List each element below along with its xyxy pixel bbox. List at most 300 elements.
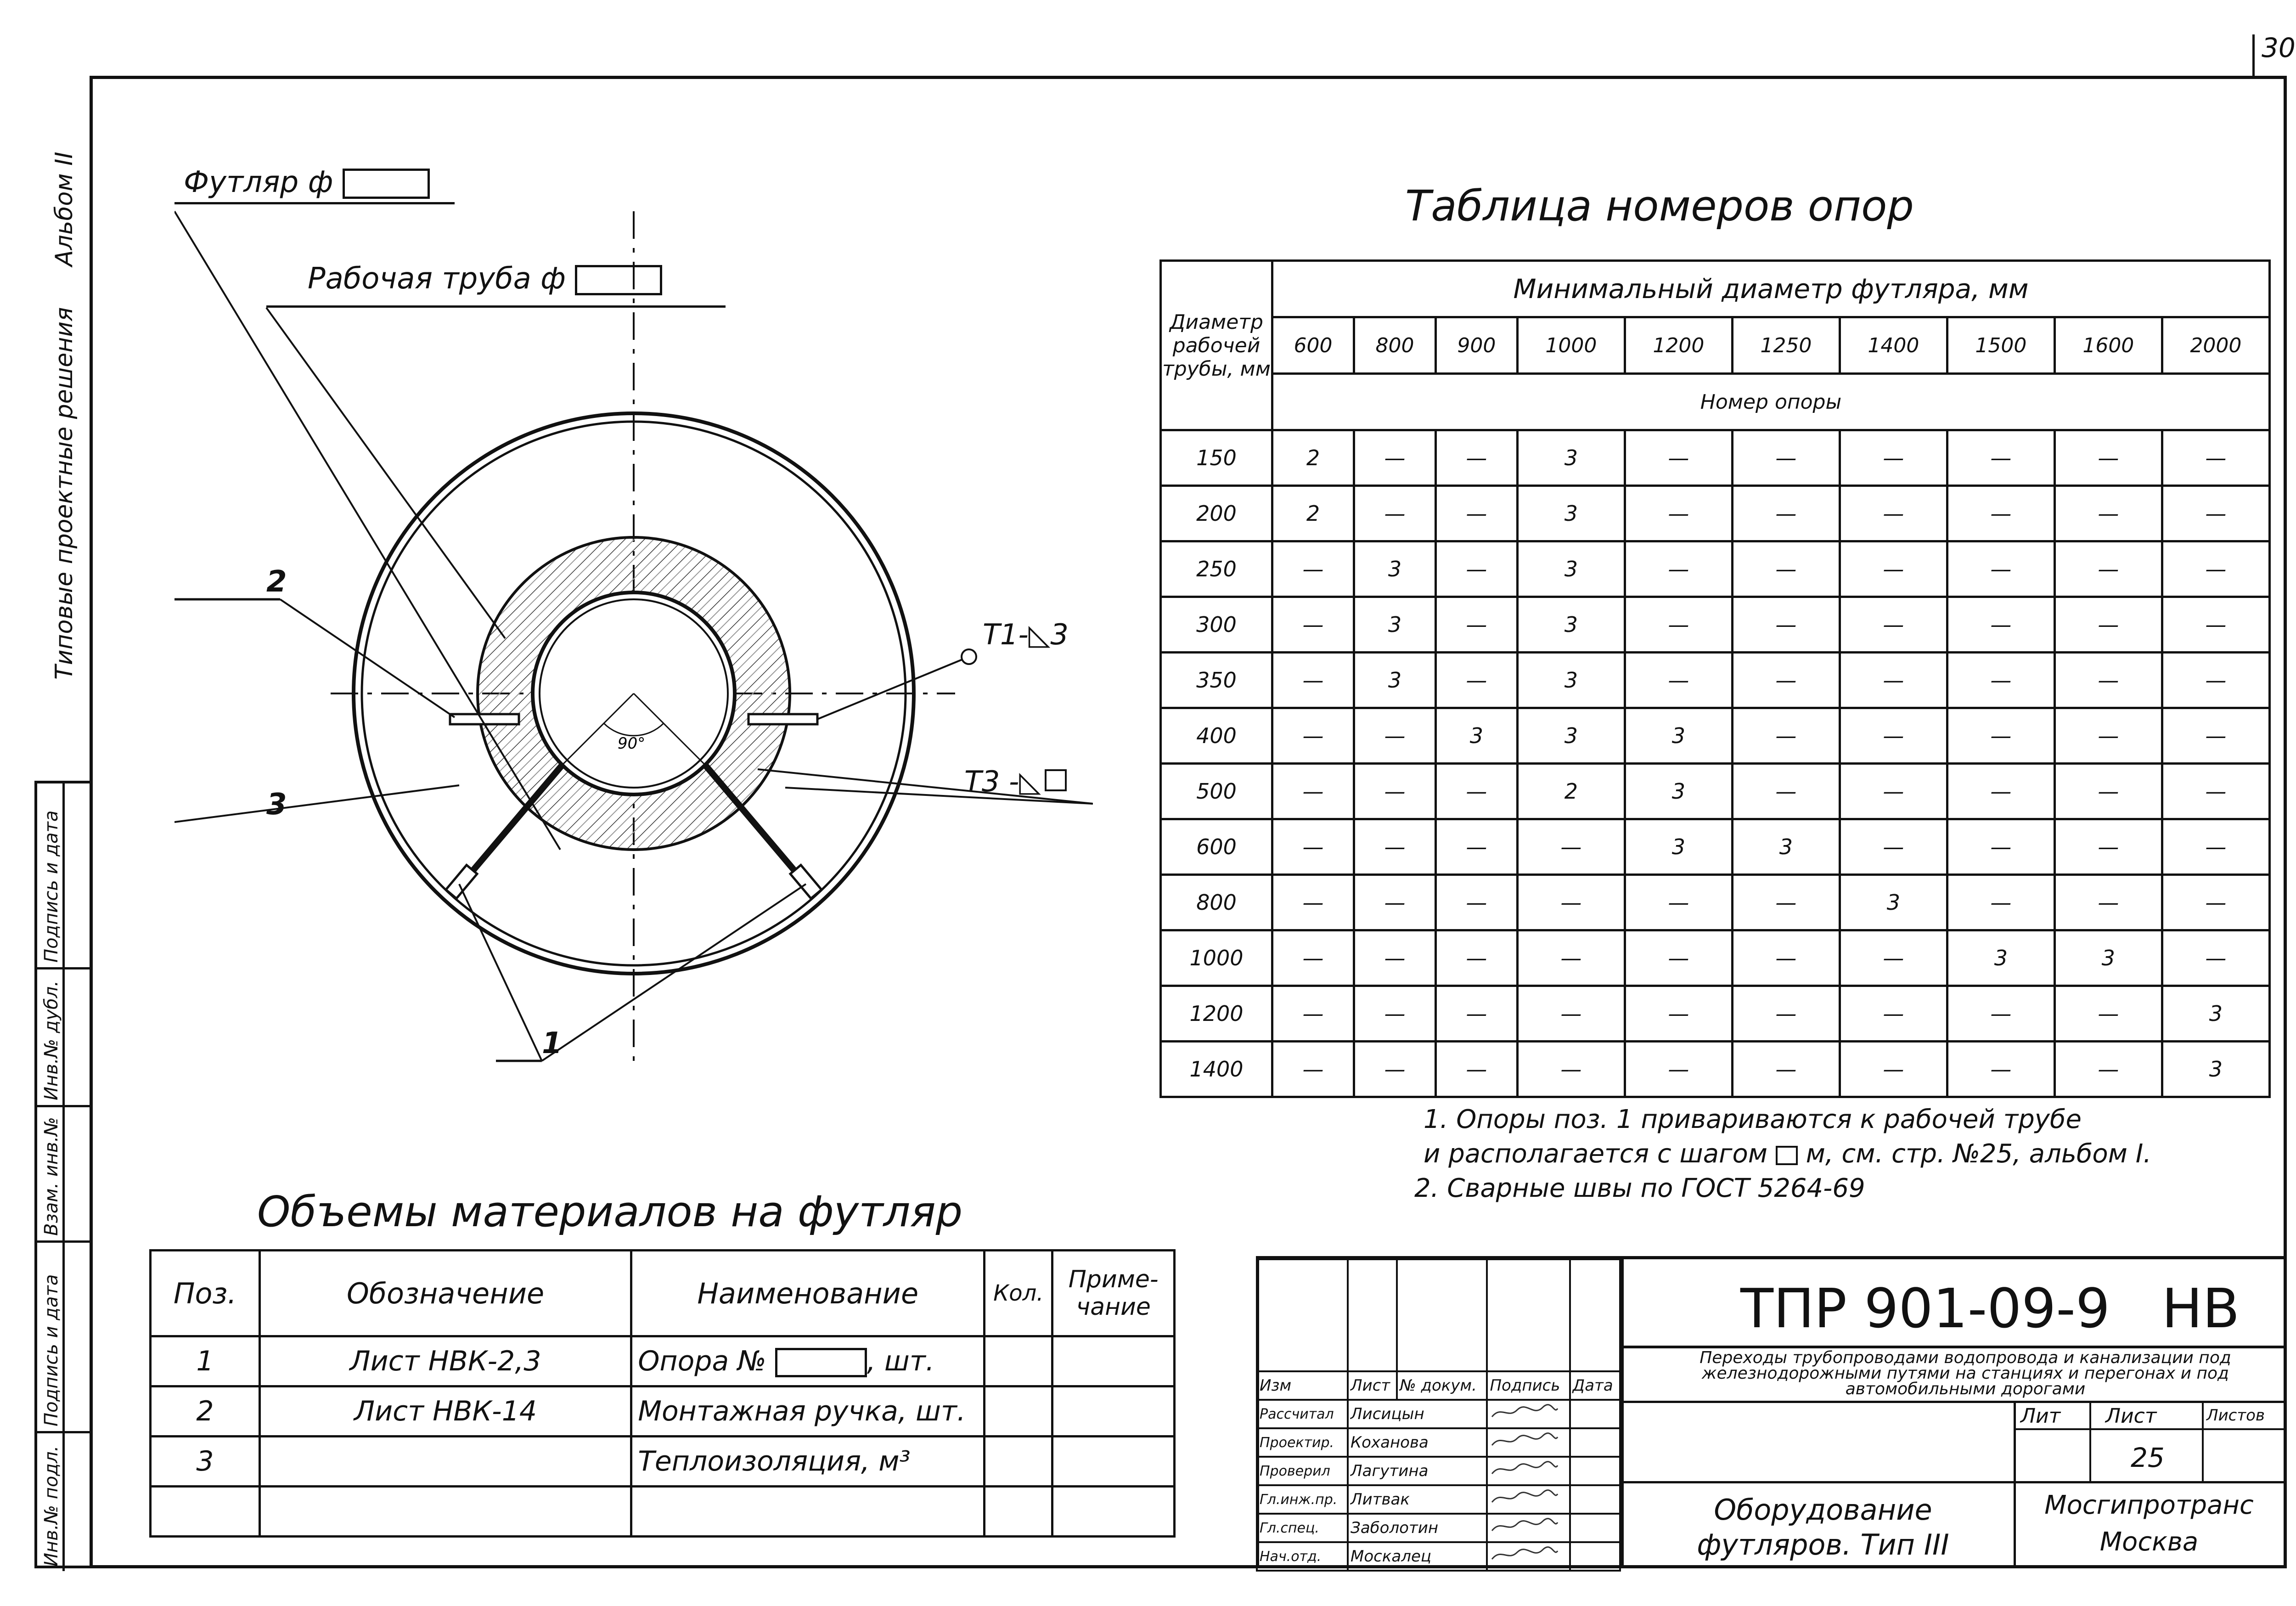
stamp-hdr: Изм [1257, 1371, 1348, 1400]
support-foot-left [446, 865, 477, 899]
support-row [1161, 875, 2270, 930]
pipe-diameter-box [575, 265, 662, 295]
support-number-cell: — [1625, 930, 1732, 986]
support-row [1161, 430, 2270, 486]
mat-qty [985, 1437, 1052, 1487]
stamp-hdr: № докум. [1397, 1371, 1487, 1400]
mat-empty [631, 1487, 985, 1537]
support-number-cell: — [1517, 986, 1625, 1042]
support-number-cell: — [1840, 764, 1947, 819]
support-no-box [775, 1348, 867, 1377]
weld-t3-label: Т3 -◺ [964, 765, 1067, 798]
strip-cell-label: Инв.№ подл. [41, 1445, 62, 1567]
pipe-diameter-cell: 250 [1161, 541, 1272, 597]
support-number-cell: — [1732, 986, 1840, 1042]
support-number-cell: — [1947, 1042, 2054, 1097]
support-number-cell: — [1840, 819, 1947, 875]
case-diameter-cell: 1500 [1947, 317, 2054, 374]
stamp-role: Проектир. [1257, 1428, 1348, 1457]
support-number-cell: — [1354, 986, 1435, 1042]
support-table-title: Таблица номеров опор [1405, 181, 1914, 231]
support-number-cell: 3 [2162, 986, 2269, 1042]
support-number-cell: — [1625, 541, 1732, 597]
support-row [1161, 1042, 2270, 1097]
support-number-cell: — [1272, 708, 1354, 764]
page-number: 30 [2262, 32, 2296, 63]
stamp-sign-table [1256, 1258, 1621, 1572]
pipe-diameter-cell: 300 [1161, 597, 1272, 653]
callout-3: 3 [266, 788, 287, 822]
stamp-date [1570, 1542, 1620, 1571]
mat-note [1052, 1437, 1175, 1487]
note-2: 2. Сварные швы по ГОСТ 5264-69 [1414, 1173, 1865, 1203]
mat-pos: 1 [151, 1336, 260, 1386]
support-number-cell: — [2162, 708, 2269, 764]
support-number-cell: 3 [1517, 486, 1625, 541]
mat-qty [985, 1386, 1052, 1437]
stamp-header-row [1257, 1371, 1620, 1400]
materials-table [149, 1249, 1176, 1538]
stamp-person: Коханова [1348, 1428, 1487, 1457]
support-number-cell: 3 [1840, 875, 1947, 930]
stamp-date [1570, 1457, 1620, 1485]
strip-line [37, 1105, 92, 1107]
pipe-diameter-cell: 350 [1161, 653, 1272, 708]
support-number-cell: — [1435, 930, 1517, 986]
support-number-cell: — [1272, 653, 1354, 708]
mat-empty [1052, 1487, 1175, 1537]
support-number-cell: — [1947, 764, 2054, 819]
support-number-cell: — [2054, 430, 2162, 486]
support-number-cell: — [1435, 819, 1517, 875]
stamp-role-row [1257, 1457, 1620, 1485]
support-number-cell: — [1947, 541, 2054, 597]
album-side-label: Альбом II [51, 152, 78, 266]
signature-scribble [1490, 1431, 1559, 1450]
stamp-vline [2014, 1401, 2016, 1568]
support-number-cell: — [1625, 1042, 1732, 1097]
support-number-cell: — [1354, 430, 1435, 486]
support-number-cell: — [2162, 653, 2269, 708]
support-number-cell: — [1354, 1042, 1435, 1097]
leader-1 [459, 884, 542, 1061]
support-number-cell: — [2054, 486, 2162, 541]
support-number-cell: — [1354, 764, 1435, 819]
support-number-cell: — [1272, 597, 1354, 653]
pipe-diameter-cell: 200 [1161, 486, 1272, 541]
support-number-cell: — [1732, 597, 1840, 653]
sheet-number: 25 [2131, 1442, 2165, 1473]
support-number-cell: 3 [1354, 541, 1435, 597]
support-number-cell: — [1517, 930, 1625, 986]
signature-scribble [1490, 1460, 1559, 1478]
support-number-cell: — [2054, 653, 2162, 708]
stamp-role-row [1257, 1514, 1620, 1542]
support-number-cell: — [1272, 875, 1354, 930]
support-number-cell: — [2162, 764, 2269, 819]
weld-symbol-circle [962, 649, 976, 664]
case-label-underline [174, 202, 455, 204]
support-number-cell: — [1272, 819, 1354, 875]
mat-empty [259, 1487, 631, 1537]
support-row [1161, 653, 2270, 708]
mat-note [1052, 1336, 1175, 1386]
pipe-diameter-cell: 1000 [1161, 930, 1272, 986]
signature-scribble [1490, 1488, 1559, 1507]
mat-header-name: Наименование [631, 1251, 985, 1336]
mat-empty [151, 1487, 260, 1537]
leader-t1 [817, 659, 963, 719]
case-label: Футляр ф [184, 165, 430, 199]
support-number-cell: — [2162, 486, 2269, 541]
support-number-cell: — [1435, 875, 1517, 930]
support-number-cell: — [1435, 986, 1517, 1042]
case-diameter-cell: 1600 [2054, 317, 2162, 374]
support-number-cell: 3 [1947, 930, 2054, 986]
stamp-role-row [1257, 1542, 1620, 1571]
strip-line [37, 967, 92, 969]
support-number-cell: — [2054, 875, 2162, 930]
case-diameter-cell: 2000 [2162, 317, 2269, 374]
support-number-cell: — [1732, 764, 1840, 819]
support-number-cell: — [1732, 708, 1840, 764]
callout-2: 2 [266, 565, 287, 599]
case-diameter-cell: 1250 [1732, 317, 1840, 374]
leader-2 [280, 599, 455, 717]
strip-cell-label: Взам. инв.№ [41, 1117, 62, 1236]
sheet-label: Лист [2105, 1404, 2157, 1428]
support-number-cell: — [2054, 708, 2162, 764]
support-number-cell: — [1517, 875, 1625, 930]
mat-header-designation: Обозначение [259, 1251, 631, 1336]
support-number-cell: — [1732, 653, 1840, 708]
support-number-cell: 3 [1517, 430, 1625, 486]
stamp-signature [1487, 1514, 1570, 1542]
stamp-line [1621, 1401, 2287, 1403]
support-number-cell: — [1354, 486, 1435, 541]
stamp-date [1570, 1428, 1620, 1457]
support-number-cell: — [1435, 1042, 1517, 1097]
mat-row [151, 1437, 1175, 1487]
case-diameter-box [343, 169, 430, 199]
stamp-signature [1487, 1400, 1570, 1428]
leader-3 [174, 785, 459, 822]
stamp-signature [1487, 1428, 1570, 1457]
support-number-cell: — [1840, 986, 1947, 1042]
strip-line [37, 1240, 92, 1243]
support-number-cell: — [2162, 875, 2269, 930]
mat-row [151, 1487, 1175, 1537]
leader-1 [542, 884, 806, 1061]
mat-row [151, 1386, 1175, 1437]
support-number-cell: 3 [2162, 1042, 2269, 1097]
support-number-cell: — [2054, 541, 2162, 597]
case-diameter-cell: 1000 [1517, 317, 1625, 374]
support-number-cell: 3 [1732, 819, 1840, 875]
support-number-cell: — [1840, 1042, 1947, 1097]
stamp-empty [1397, 1259, 1487, 1371]
pipe-diameter-cell: 500 [1161, 764, 1272, 819]
support-number-cell: — [1272, 541, 1354, 597]
support-number-cell: — [1625, 875, 1732, 930]
pipe-diameter-cell: 400 [1161, 708, 1272, 764]
support-number-cell: — [1947, 430, 2054, 486]
stamp-role: Гл.спец. [1257, 1514, 1348, 1542]
mat-pos: 3 [151, 1437, 260, 1487]
support-number-cell: — [2054, 986, 2162, 1042]
stamp-signature [1487, 1542, 1570, 1571]
support-number-cell: — [2054, 1042, 2162, 1097]
support-number-cell: — [1272, 930, 1354, 986]
support-row [1161, 597, 2270, 653]
support-number-cell: 3 [1517, 653, 1625, 708]
sub-header: Номер опоры [1272, 374, 2270, 430]
stamp-empty [1570, 1259, 1620, 1371]
signature-scribble [1490, 1517, 1559, 1535]
support-row [1161, 486, 2270, 541]
mat-name: Опора № , шт. [631, 1336, 985, 1386]
support-row [1161, 764, 2270, 819]
support-row [1161, 930, 2270, 986]
support-foot-right [790, 865, 822, 899]
stamp-role-row [1257, 1428, 1620, 1457]
support-number-cell: — [1435, 764, 1517, 819]
stamp-date [1570, 1485, 1620, 1514]
stamp-signature [1487, 1457, 1570, 1485]
stamp-hdr: Дата [1570, 1371, 1620, 1400]
case-diameter-cell: 1400 [1840, 317, 1947, 374]
stamp-date [1570, 1400, 1620, 1428]
mat-header-note: Приме-чание [1052, 1251, 1175, 1336]
stamp-empty [1348, 1259, 1397, 1371]
support-number-cell: 3 [1517, 541, 1625, 597]
support-number-cell: — [1840, 930, 1947, 986]
mat-designation: Лист НВК-14 [259, 1386, 631, 1437]
stamp-roles [1257, 1400, 1620, 1571]
support-number-cell: — [2054, 597, 2162, 653]
support-number-cell: — [1732, 430, 1840, 486]
support-number-cell: — [1625, 653, 1732, 708]
support-number-cell: 3 [1354, 597, 1435, 653]
support-number-cell: — [1435, 653, 1517, 708]
mat-name: Теплоизоляция, м³ [631, 1437, 985, 1487]
support-number-cell: 3 [1517, 597, 1625, 653]
signature-scribble [1490, 1545, 1559, 1564]
case-diameter-cell: 800 [1354, 317, 1435, 374]
support-number-cell: — [1435, 486, 1517, 541]
support-number-cell: — [1732, 930, 1840, 986]
case-diameter-row [1161, 317, 2270, 374]
stamp-role: Гл.инж.пр. [1257, 1485, 1348, 1514]
mat-designation: Лист НВК-2,3 [259, 1336, 631, 1386]
stamp-person: Литвак [1348, 1485, 1487, 1514]
stamp-person: Лисицын [1348, 1400, 1487, 1428]
support-rows [1161, 430, 2270, 1097]
stamp-empty [1257, 1259, 1348, 1371]
support-number-cell: 3 [1625, 708, 1732, 764]
weld-t1-label: Т1-◺3 [983, 618, 1069, 651]
pipe-label: Рабочая труба ф [308, 262, 662, 296]
series-side-label: Типовые проектные решения [51, 307, 78, 680]
case-diameter-cell: 600 [1272, 317, 1354, 374]
support-number-cell: 3 [1625, 764, 1732, 819]
strip-divider [62, 783, 65, 1571]
case-diameter-cell: 900 [1435, 317, 1517, 374]
stamp-line [2014, 1428, 2287, 1430]
note-1b: и располагается с шагом м, см. стр. №25, альбом I. [1424, 1139, 2152, 1169]
support-number-cell: 2 [1272, 486, 1354, 541]
support-number-cell: — [1840, 708, 1947, 764]
pipe-diameter-cell: 1200 [1161, 986, 1272, 1042]
stamp-person: Заболотин [1348, 1514, 1487, 1542]
mat-name: Монтажная ручка, шт. [631, 1386, 985, 1437]
support-number-cell: — [2162, 597, 2269, 653]
handle-right [748, 714, 817, 724]
support-number-cell: — [1435, 597, 1517, 653]
stamp-date [1570, 1514, 1620, 1542]
support-number-cell: — [1947, 653, 2054, 708]
stamp-hdr: Лист [1348, 1371, 1397, 1400]
stamp-empty [1487, 1259, 1570, 1371]
strip-cell-label: Подпись и дата [41, 1274, 62, 1426]
project-title: Переходы трубопроводами водопровода и канализации под железнодорожными путями на станциях и перегонах и под автомобильными дорогами [1699, 1348, 2231, 1398]
strip-cell-label: Инв.№ дубл. [41, 981, 62, 1100]
stamp-person: Лагутина [1348, 1457, 1487, 1485]
support-number-cell: — [1840, 430, 1947, 486]
support-number-cell: — [2162, 819, 2269, 875]
support-number-cell: — [1732, 486, 1840, 541]
weld-size-box [1045, 769, 1067, 791]
support-number-cell: 3 [1435, 708, 1517, 764]
stamp-vline [2089, 1401, 2091, 1481]
support-number-cell: — [1840, 486, 1947, 541]
stamp-role-row [1257, 1400, 1620, 1428]
support-table [1159, 259, 2271, 1098]
step-box [1776, 1146, 1798, 1165]
stamp-role: Проверил [1257, 1457, 1348, 1485]
support-number-cell: — [1732, 875, 1840, 930]
support-number-cell: — [2162, 430, 2269, 486]
stamp-role-row [1257, 1485, 1620, 1514]
page-number-tick [2252, 34, 2255, 78]
stamp-hdr: Подпись [1487, 1371, 1570, 1400]
lit-label: Лит [2020, 1404, 2061, 1428]
mat-empty [985, 1487, 1052, 1537]
support-number-cell: — [1354, 930, 1435, 986]
support-number-cell: — [2054, 819, 2162, 875]
pipe-diameter-cell: 1400 [1161, 1042, 1272, 1097]
support-number-cell: 2 [1517, 764, 1625, 819]
stamp-vline [1621, 1258, 1624, 1568]
support-number-cell: 3 [2054, 930, 2162, 986]
angle-label: 90° [618, 734, 646, 753]
support-number-cell: — [2054, 764, 2162, 819]
stamp-role: Нач.отд. [1257, 1542, 1348, 1571]
mat-qty [985, 1336, 1052, 1386]
stamp-line [1621, 1481, 2287, 1483]
group-header: Минимальный диаметр футляра, мм [1272, 261, 2270, 317]
strip-line [37, 1431, 92, 1433]
mat-pos: 2 [151, 1386, 260, 1437]
support-number-cell: — [1947, 875, 2054, 930]
signature-scribble [1490, 1403, 1559, 1421]
support-number-cell: — [2162, 541, 2269, 597]
support-number-cell: — [1732, 1042, 1840, 1097]
mat-row [151, 1336, 1175, 1386]
left-sign-strip [34, 781, 90, 1568]
stamp-person: Москалец [1348, 1542, 1487, 1571]
mat-designation [259, 1437, 631, 1487]
stamp-role: Рассчитал [1257, 1400, 1348, 1428]
materials-title: Объемы материалов на футляр [257, 1187, 963, 1236]
pipe-diameter-cell: 150 [1161, 430, 1272, 486]
support-number-cell: — [1947, 486, 2054, 541]
support-number-cell: — [1625, 430, 1732, 486]
doc-code: ТПР 901-09-9 НВ [1740, 1277, 2240, 1340]
support-number-cell: — [1947, 708, 2054, 764]
support-number-cell: — [1625, 597, 1732, 653]
pipe-cross-section [174, 152, 1093, 1125]
mat-header-pos: Поз. [151, 1251, 260, 1336]
support-number-cell: — [1947, 597, 2054, 653]
support-number-cell: 3 [1625, 819, 1732, 875]
pipe-diameter-cell: 800 [1161, 875, 1272, 930]
support-number-cell: — [2162, 930, 2269, 986]
support-number-cell: 3 [1517, 708, 1625, 764]
strip-cell-label: Подпись и дата [41, 810, 62, 963]
sheets-label: Листов [2206, 1406, 2265, 1425]
support-number-cell: — [1517, 1042, 1625, 1097]
city: Москва [2099, 1527, 2199, 1557]
support-number-cell: — [1272, 1042, 1354, 1097]
support-number-cell: 2 [1272, 430, 1354, 486]
col-header-diameter: Диаметр рабочей трубы, мм [1161, 261, 1272, 430]
support-number-cell: — [1435, 541, 1517, 597]
support-number-cell: — [1517, 819, 1625, 875]
support-number-cell: — [1354, 708, 1435, 764]
pipe-diameter-cell: 600 [1161, 819, 1272, 875]
support-number-cell: — [1625, 986, 1732, 1042]
support-number-cell: — [1732, 541, 1840, 597]
stamp-signature [1487, 1485, 1570, 1514]
support-number-cell: — [1272, 986, 1354, 1042]
support-row [1161, 708, 2270, 764]
mat-note [1052, 1386, 1175, 1437]
support-number-cell: — [1840, 597, 1947, 653]
mat-header-qty: Кол. [985, 1251, 1052, 1336]
support-number-cell: — [1840, 653, 1947, 708]
organization: Мосгипротранс [2044, 1490, 2254, 1520]
support-row [1161, 986, 2270, 1042]
support-number-cell: — [1840, 541, 1947, 597]
support-number-cell: — [1947, 819, 2054, 875]
support-number-cell: — [1272, 764, 1354, 819]
support-number-cell: — [1354, 819, 1435, 875]
stamp-vline [2202, 1401, 2204, 1481]
support-number-cell: — [1354, 875, 1435, 930]
support-row [1161, 819, 2270, 875]
support-row [1161, 541, 2270, 597]
callout-1: 1 [542, 1026, 563, 1060]
pipe-label-underline [266, 305, 726, 308]
support-number-cell: — [1435, 430, 1517, 486]
case-diameter-cell: 1200 [1625, 317, 1732, 374]
support-number-cell: 3 [1354, 653, 1435, 708]
leader-pipe [266, 308, 505, 638]
support-number-cell: — [1625, 486, 1732, 541]
note-1a: 1. Опоры поз. 1 привариваются к рабочей трубе [1424, 1104, 2082, 1134]
doc-title: Оборудование футляров. Тип III [1697, 1493, 1949, 1561]
